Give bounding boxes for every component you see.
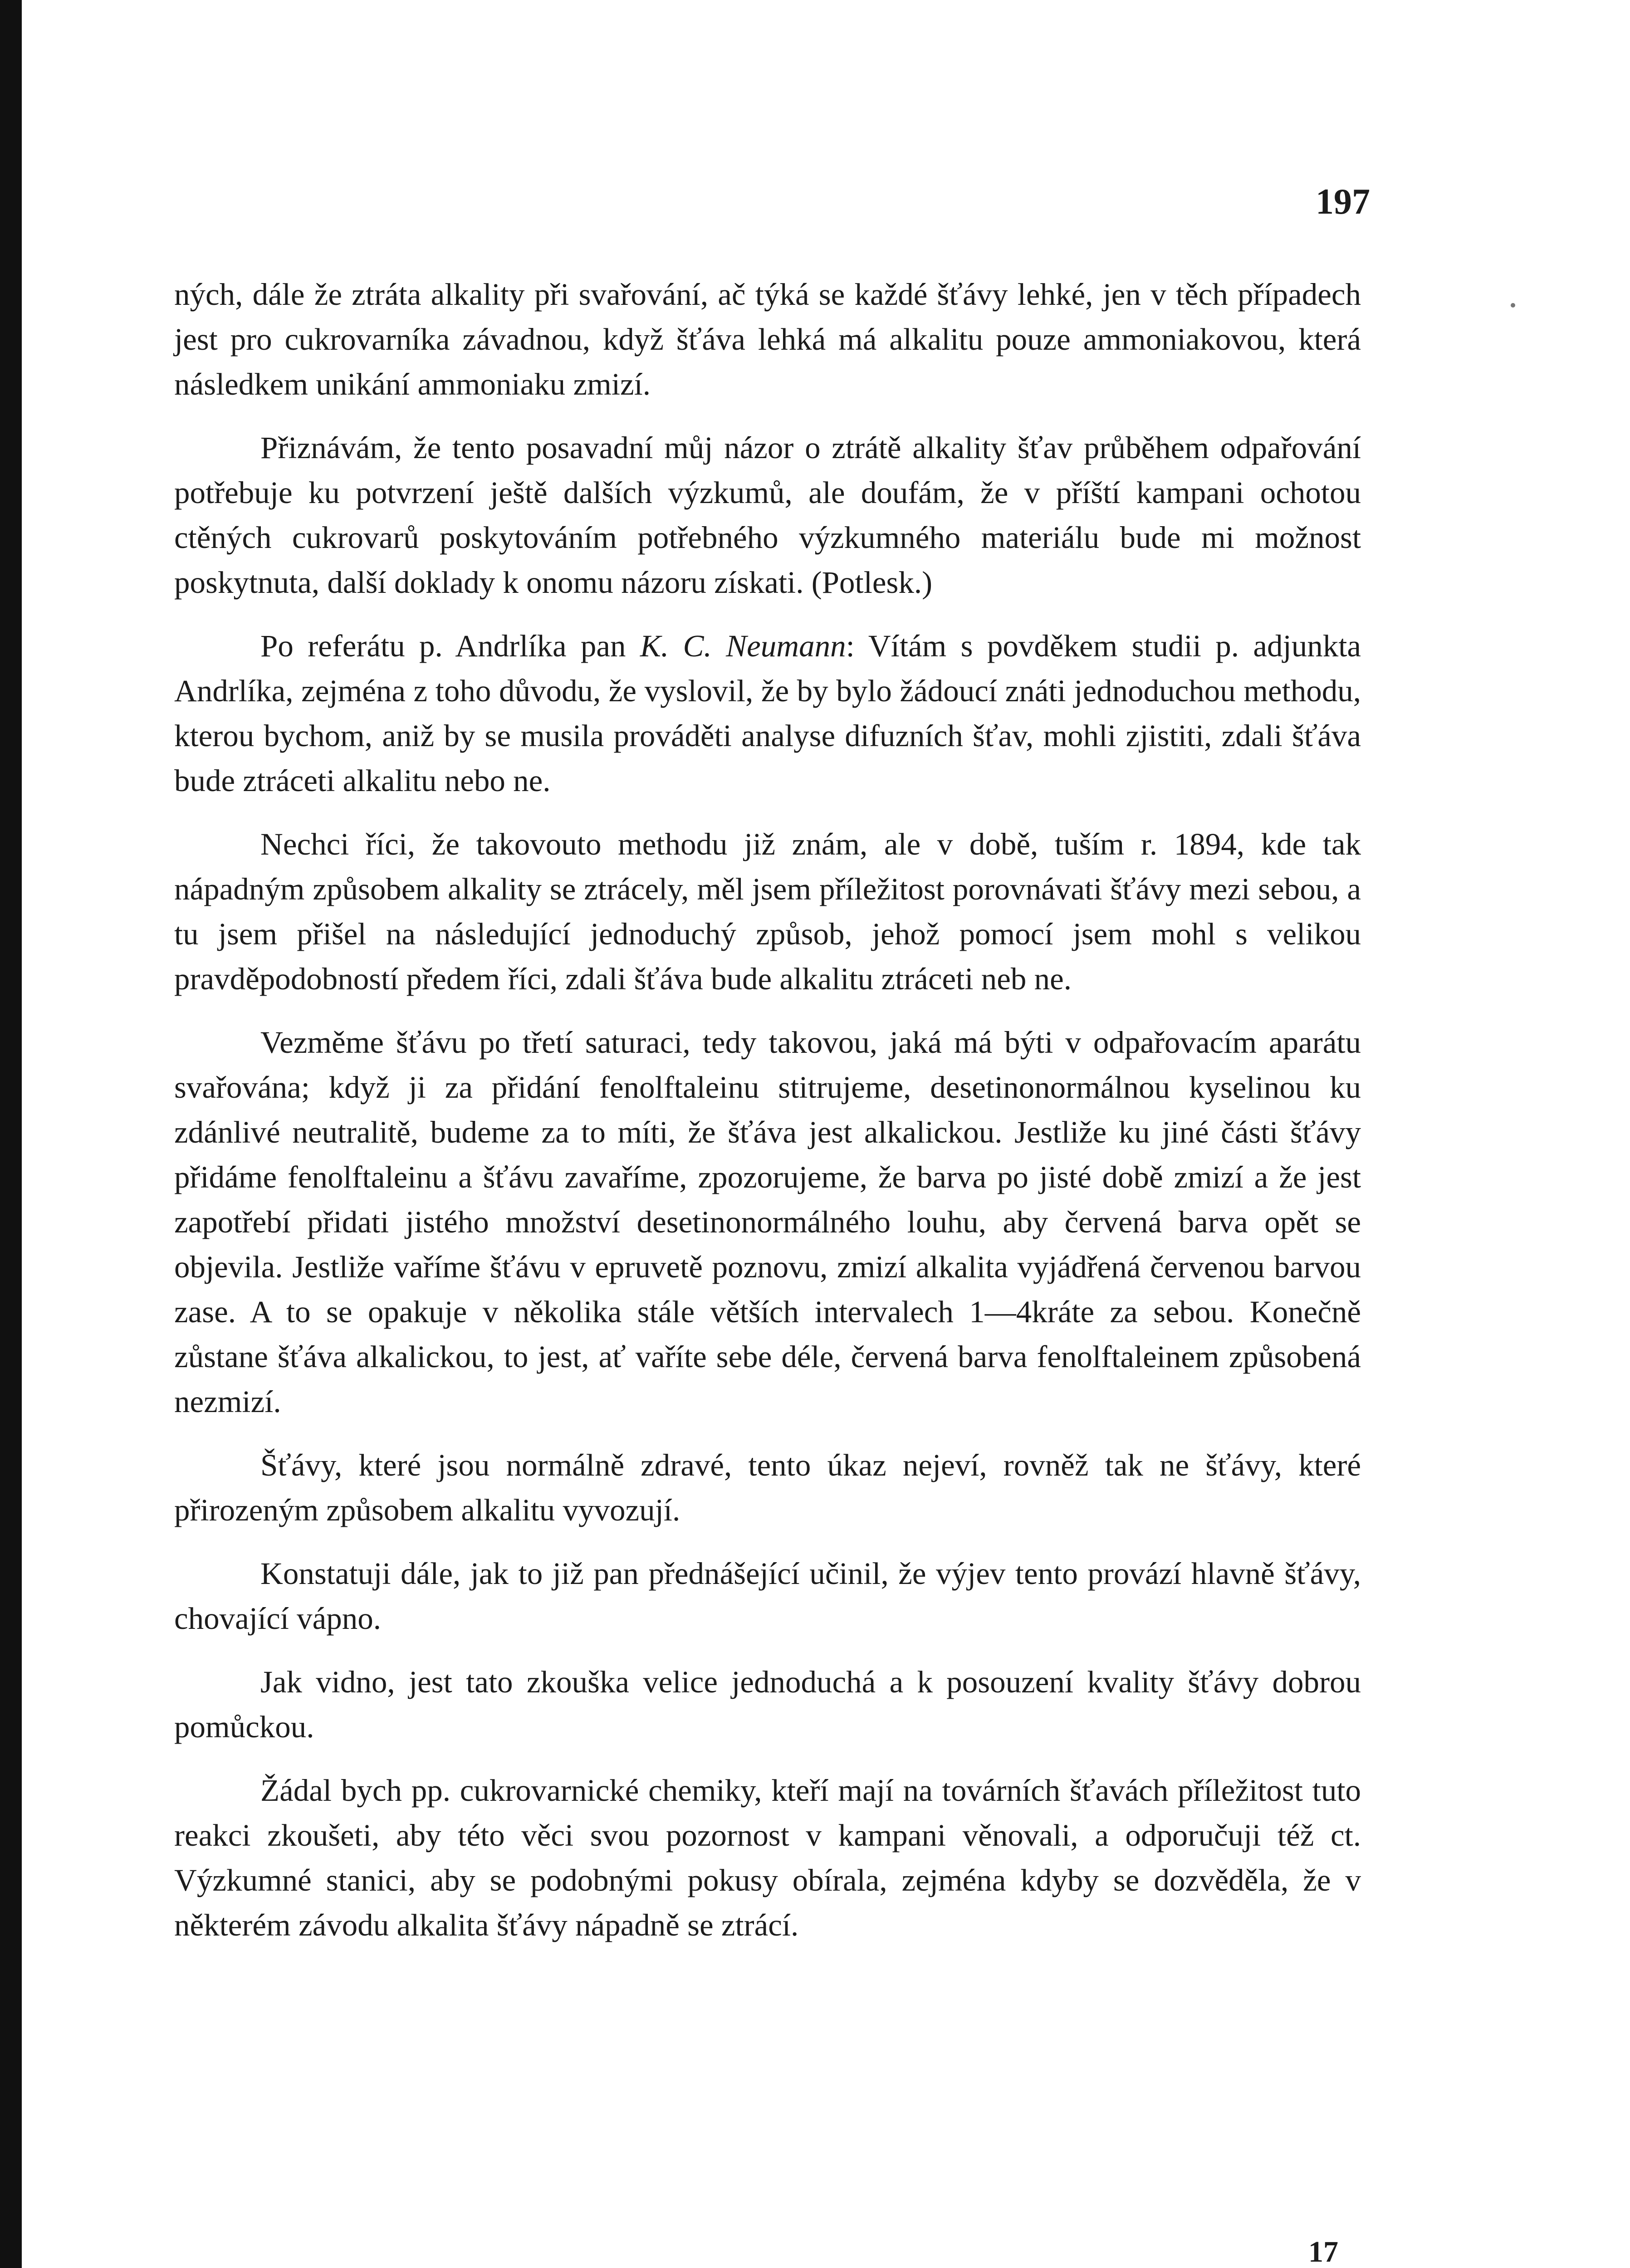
sheet-signature-number: 17 bbox=[1308, 2235, 1338, 2268]
scan-speck bbox=[1511, 303, 1515, 308]
paragraph: Konstatuji dále, jak to již pan přednášející učinil, že výjev tento provází hlavně šťávy, chovající vápno. bbox=[174, 1556, 1361, 1636]
paragraph: Vezměme šťávu po třetí saturaci, tedy takovou, jaká má býti v odpařovacím aparátu svařována; když ji za přidání fenolftaleinu stitrujeme, desetinonormálnou kyselinou ku zdánlivé neutralitě, budeme za to míti, že šťáva jest alkalickou. Jestliže ku jiné části šťávy přidáme fenolftaleinu a šťávu zavaříme, zpozorujeme, že barva po jisté době zmizí a že jest zapotřebí přidati jistého množství desetinonormálného louhu, aby červená barva opět se objevila. Jestliže vaříme šťávu v epruvetě poznovu, zmizí alkalita vyjádřená červenou barvou zase. A to se opakuje v několika stále větších intervalech 1—4kráte za sebou. Konečně zůstane šťáva alkalickou, to jest, ať vaříte sebe déle, červená barva fenolftaleinem způsobená nezmizí. bbox=[174, 1025, 1361, 1419]
paragraph: Šťávy, které jsou normálně zdravé, tento úkaz nejeví, rovněž tak ne šťávy, které přirozeným způsobem alkalitu vyvozují. bbox=[174, 1448, 1361, 1527]
body-text bbox=[174, 272, 1361, 1948]
paragraph: Jak vidno, jest tato zkouška velice jednoduchá a k posouzení kvality šťávy dobrou pomůckou. bbox=[174, 1665, 1361, 1744]
paragraph: Přiznávám, že tento posavadní můj názor o ztrátě alkality šťav průběhem odpařování potřebuje ku potvrzení ještě dalších výzkumů, ale doufám, že v příští kampani ochotou ctěných cukrovarů poskytováním potřebného výzkumného materiálu bude mi možnost poskytnuta, další doklady k onomu názoru získati. (Potlesk.) bbox=[174, 430, 1361, 600]
page-number: 197 bbox=[1316, 182, 1370, 222]
scan-page-edge bbox=[0, 0, 22, 2268]
speaker-name: K. C. Neumann bbox=[640, 629, 846, 663]
paragraph-continuation: ných, dále že ztráta alkality při svařování, ač týká se každé šťávy lehké, jen v těch případech jest pro cukrovarníka závadnou, když šťáva lehká má alkalitu pouze ammoniakovou, která následkem unikání ammoniaku zmizí. bbox=[174, 277, 1361, 401]
paragraph: Žádal bych pp. cukrovarnické chemiky, kteří mají na továrních šťavách příležitost tuto reakci zkoušeti, aby této věci svou pozornost v kampani věnovali, a odporučuji též ct. Výzkumné stanici, aby se podobnými pokusy obírala, zejména kdyby se dozvěděla, že v některém závodu alkalita šťávy nápadně se ztrácí. bbox=[174, 1773, 1361, 1942]
discussion-text: : Vítám s povděkem studii p. adjunkta Andrlíka, zejména z toho důvodu, že vyslovil, že by bylo žádoucí znáti jednoduchou methodu, kterou bychom, aniž by se musila prováděti analyse difuzních šťav, mohli zjistiti, zdali šťáva bude ztráceti alkalitu nebo ne. bbox=[174, 629, 1361, 798]
paragraph: Nechci říci, že takovouto methodu již znám, ale v době, tuším r. 1894, kde tak nápadným způsobem alkality se ztrácely, měl jsem příležitost porovnávati šťávy mezi sebou, a tu jsem přišel na následující jednoduchý způsob, jehož pomocí jsem mohl s velikou pravděpodobností předem říci, zdali šťáva bude alkalitu ztráceti neb ne. bbox=[174, 827, 1361, 996]
discussion-intro-text: Po referátu p. Andrlíka pan bbox=[260, 629, 640, 663]
paragraph-discussion-intro bbox=[174, 624, 1361, 803]
